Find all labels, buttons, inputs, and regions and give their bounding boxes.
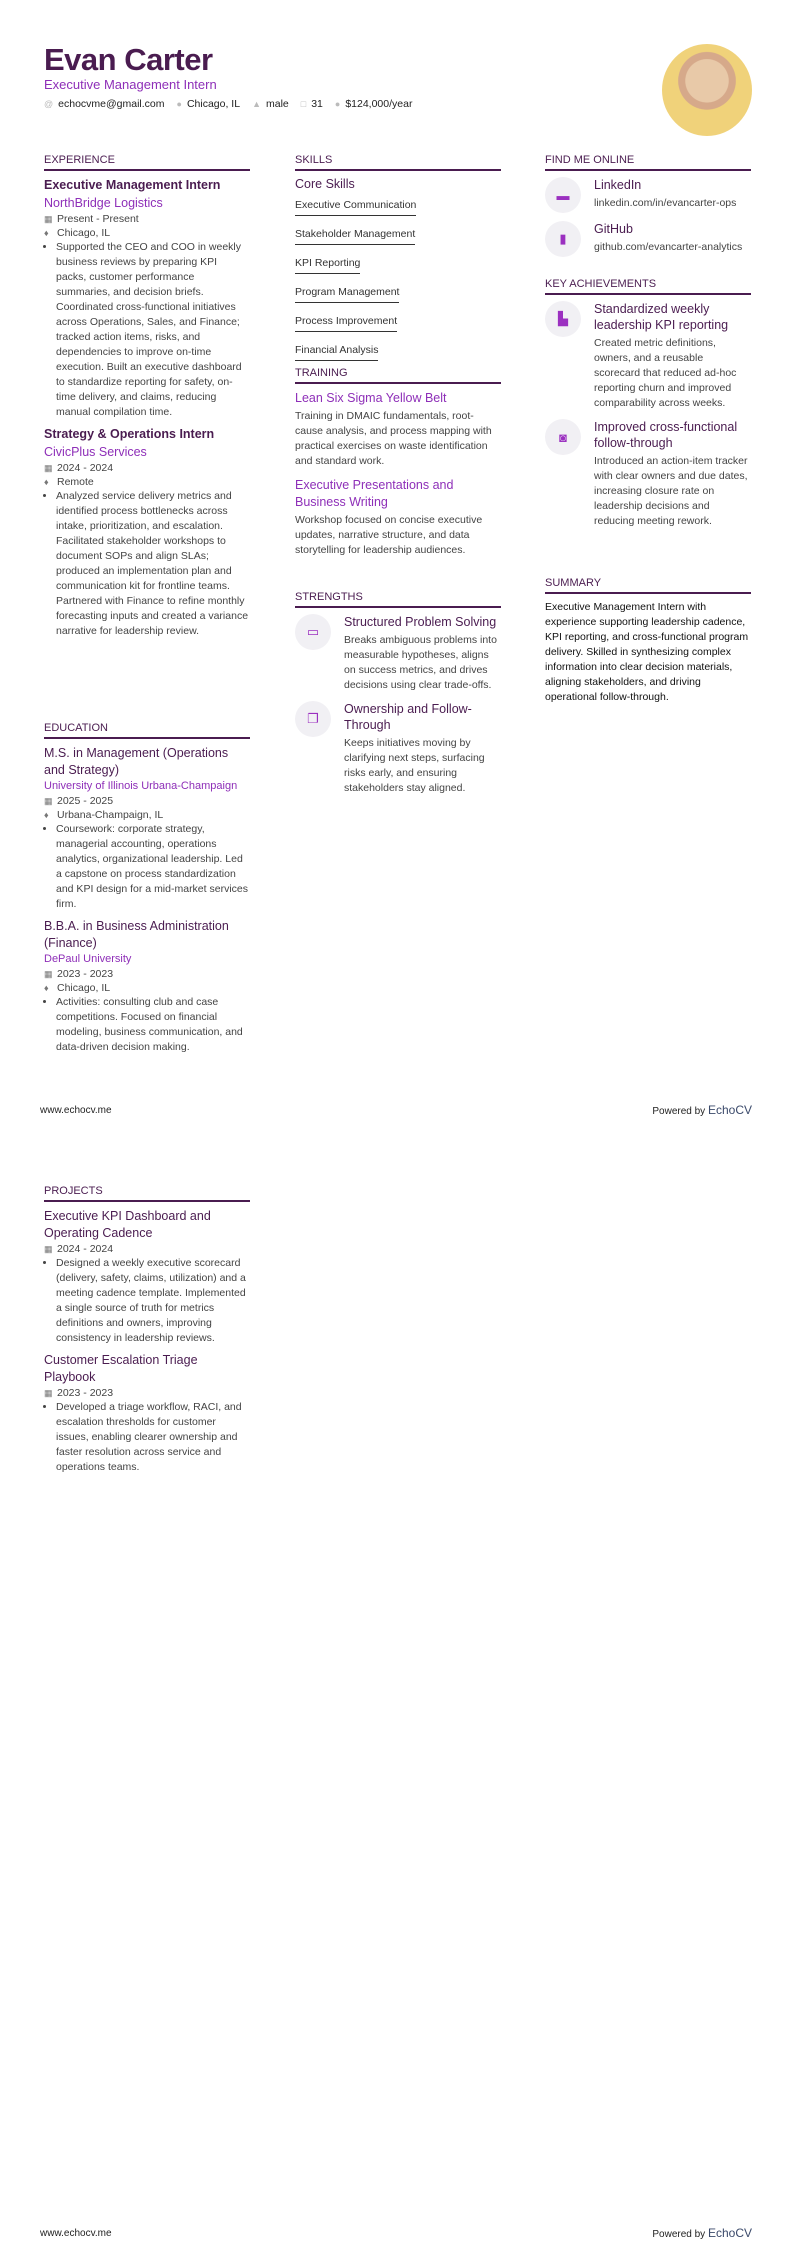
training-title: Executive Presentations and Business Writing: [295, 478, 454, 509]
company: CivicPlus Services: [44, 445, 147, 459]
location-icon: ♦: [44, 477, 49, 487]
strength-title: Structured Problem Solving: [344, 615, 497, 629]
section-heading: STRENGTHS: [295, 591, 501, 608]
project-dates: 2024 - 2024: [57, 1243, 114, 1255]
powered-label: Powered by: [652, 2229, 706, 2240]
skill-item: Process Improvement: [295, 315, 397, 332]
brand-name: EchoCV: [707, 1103, 752, 1117]
calendar-icon: ▦: [44, 969, 53, 979]
skill-item: Financial Analysis: [295, 344, 378, 361]
online-label: GitHub: [594, 222, 633, 236]
strengths-section: [295, 591, 501, 804]
calendar-icon: ▦: [44, 1388, 53, 1398]
location-icon: ♦: [44, 810, 49, 820]
file-chart-icon: ▙: [545, 301, 581, 337]
location-icon: ●: [176, 99, 182, 109]
online-url[interactable]: github.com/evancarter-analytics: [594, 241, 743, 253]
money-icon: ●: [334, 99, 341, 109]
at-icon: @: [44, 99, 54, 109]
profile-photo: [662, 44, 752, 136]
training-desc: Workshop focused on concise executive updates, narrative structure, and data storytelling for leadership audiences.: [295, 514, 483, 556]
experience-item: [44, 177, 250, 420]
bar-chart-icon: ▮: [545, 221, 581, 257]
contact-location: [177, 98, 241, 110]
brand-name: EchoCV: [707, 2226, 752, 2240]
achievement-desc: Created metric definitions, owners, and a reusable scorecard that reduced ad-hoc reporting churn and improved comparability across weeks.: [594, 337, 737, 409]
copy-icon: ❐: [295, 701, 331, 737]
calendar-icon: □: [300, 99, 307, 109]
contact-gender: [252, 98, 289, 110]
summary-text: Executive Management Intern with experience supporting leadership cadence, KPI reporting, and cross-functional program delivery. Skilled in synthesizing complex information into clear decision materials, aligning stakeholders, and driving operational follow-through.: [545, 601, 749, 703]
skills-section: [295, 154, 501, 369]
achievement-item: [545, 301, 751, 411]
job-bullet: • Analyzed service delivery metrics and identified process bottlenecks across intake, prioritization, and escalation. Facilitated stakeholder workshops to document SOPs and align SLAs; produced an implementation plan and communication kit for frontline teams. Partnered with Finance to refine monthly forecasting inputs and created a variance narrative for leadership review.: [56, 489, 250, 639]
contact-row: [44, 98, 412, 110]
location-text: Chicago, IL: [186, 98, 241, 110]
gender-text: male: [265, 98, 289, 110]
edu-bullet: • Coursework: corporate strategy, managerial accounting, operations analytics, organizational leadership. Led a capstone on process standardization and KPI design for a mid-market services firm.: [56, 822, 250, 912]
project-bullet: • Designed a weekly executive scorecard (delivery, safety, claims, utilization) and a meeting cadence template. Implemented a single source of truth for metrics definitions and owners, improving consistency in leadership reviews.: [56, 1256, 250, 1346]
skill-item: KPI Reporting: [295, 257, 360, 274]
education-item: [44, 918, 250, 1055]
company: NorthBridge Logistics: [44, 196, 163, 210]
candidate-role: Executive Management Intern: [44, 77, 217, 92]
job-dates: 2024 - 2024: [57, 462, 114, 474]
online-section: [545, 154, 751, 265]
job-location: Remote: [57, 476, 94, 488]
experience-item: [44, 426, 250, 639]
section-heading: EXPERIENCE: [44, 154, 250, 171]
location-icon: ♦: [44, 983, 49, 993]
edu-bullet: • Activities: consulting club and case competitions. Focused on financial modeling, business communication, and data-driven decision making.: [56, 995, 250, 1055]
training-desc: Training in DMAIC fundamentals, root-cause analysis, and process mapping with practical exercises on waste identification and standard work.: [295, 410, 492, 467]
job-title: Strategy & Operations Intern: [44, 427, 215, 441]
contact-age: [301, 98, 323, 110]
project-bullet: • Developed a triage workflow, RACI, and escalation thresholds for customer issues, enabling clearer ownership and faster resolution across service and operations teams.: [56, 1400, 250, 1475]
strength-item: [295, 701, 501, 796]
school: University of Illinois Urbana-Champaign: [44, 780, 238, 792]
contact-salary: [335, 98, 413, 110]
projects-section: [44, 1185, 250, 1481]
edu-dates: 2025 - 2025: [57, 795, 114, 807]
achievement-title: Standardized weekly leadership KPI reporting: [594, 302, 729, 332]
age-text: 31: [311, 98, 323, 110]
online-item[interactable]: [545, 221, 751, 257]
footer-powered[interactable]: [652, 2226, 752, 2240]
project-item: [44, 1352, 250, 1475]
section-heading: PROJECTS: [44, 1185, 250, 1202]
skill-item: Program Management: [295, 286, 399, 303]
job-location: Chicago, IL: [57, 227, 111, 239]
online-label: LinkedIn: [594, 178, 642, 192]
camera-icon: ◙: [545, 419, 581, 455]
calendar-icon: ▦: [44, 463, 53, 473]
location-icon: ♦: [44, 228, 49, 238]
section-heading: TRAINING: [295, 367, 501, 384]
achievement-title: Improved cross-functional follow-through: [594, 420, 738, 450]
strength-desc: Keeps initiatives moving by clarifying next steps, surfacing risks early, and ensuring stakeholders stay aligned.: [344, 737, 485, 794]
edu-location: Chicago, IL: [57, 982, 111, 994]
email-text: echocvme@gmail.com: [58, 98, 165, 110]
edu-location: Urbana-Champaign, IL: [57, 809, 164, 821]
candidate-name: Evan Carter: [44, 42, 213, 77]
achievements-section: [545, 278, 751, 537]
degree: B.B.A. in Business Administration (Finance): [44, 919, 229, 950]
powered-label: Powered by: [652, 1106, 706, 1117]
project-dates: 2023 - 2023: [57, 1387, 114, 1399]
strength-item: [295, 614, 501, 693]
education-item: [44, 745, 250, 912]
section-heading: SUMMARY: [545, 577, 751, 594]
section-heading: EDUCATION: [44, 722, 250, 739]
calendar-icon: ▦: [44, 1244, 53, 1254]
person-icon: ▲: [252, 99, 261, 109]
section-heading: SKILLS: [295, 154, 501, 171]
toggle-icon: ▭: [295, 614, 331, 650]
project-item: [44, 1208, 250, 1346]
salary-text: $124,000/year: [345, 98, 413, 110]
project-title: Executive KPI Dashboard and Operating Cadence: [44, 1209, 211, 1240]
achievement-item: [545, 419, 751, 529]
job-bullet: • Supported the CEO and COO in weekly business reviews by preparing KPI packs, customer performance summaries, and decision briefs. Coordinated cross-functional initiatives across Operations, Sales, and Finance; tracked action items, risks, and dependencies to improve on-time execution. Built an executive dashboard to standardize reporting for safety, on-time delivery, and claims, reducing manual compilation time.: [56, 240, 250, 420]
link-icon: ▬: [545, 177, 581, 213]
online-item[interactable]: [545, 177, 751, 213]
edu-dates: 2023 - 2023: [57, 968, 114, 980]
calendar-icon: ▦: [44, 796, 53, 806]
project-title: Customer Escalation Triage Playbook: [44, 1353, 198, 1384]
online-url[interactable]: linkedin.com/in/evancarter-ops: [594, 197, 737, 209]
footer-site[interactable]: www.echocv.me: [40, 2228, 112, 2239]
contact-email[interactable]: [44, 98, 165, 110]
experience-section: [44, 154, 250, 645]
strength-desc: Breaks ambiguous problems into measurable hypotheses, aligns on success metrics, and drives decisions using clear trade-offs.: [344, 634, 497, 691]
footer-powered[interactable]: [652, 1103, 752, 1117]
education-section: [44, 722, 250, 1061]
job-dates: Present - Present: [57, 213, 139, 225]
training-title: Lean Six Sigma Yellow Belt: [295, 391, 447, 405]
school: DePaul University: [44, 953, 132, 965]
calendar-icon: ▦: [44, 214, 53, 224]
achievement-desc: Introduced an action-item tracker with clear owners and due dates, increasing closure rate on leadership decisions and reducing meeting rework.: [594, 455, 748, 527]
job-title: Executive Management Intern: [44, 178, 221, 192]
skill-item: Executive Communication: [295, 199, 416, 216]
footer-site[interactable]: www.echocv.me: [40, 1105, 112, 1116]
summary-section: [545, 577, 751, 705]
section-heading: FIND ME ONLINE: [545, 154, 751, 171]
strength-title: Ownership and Follow-Through: [344, 702, 472, 732]
degree: M.S. in Management (Operations and Strategy): [44, 746, 229, 777]
section-heading: KEY ACHIEVEMENTS: [545, 278, 751, 295]
training-section: [295, 367, 501, 566]
skill-item: Stakeholder Management: [295, 228, 415, 245]
skill-category: Core Skills: [295, 177, 355, 191]
